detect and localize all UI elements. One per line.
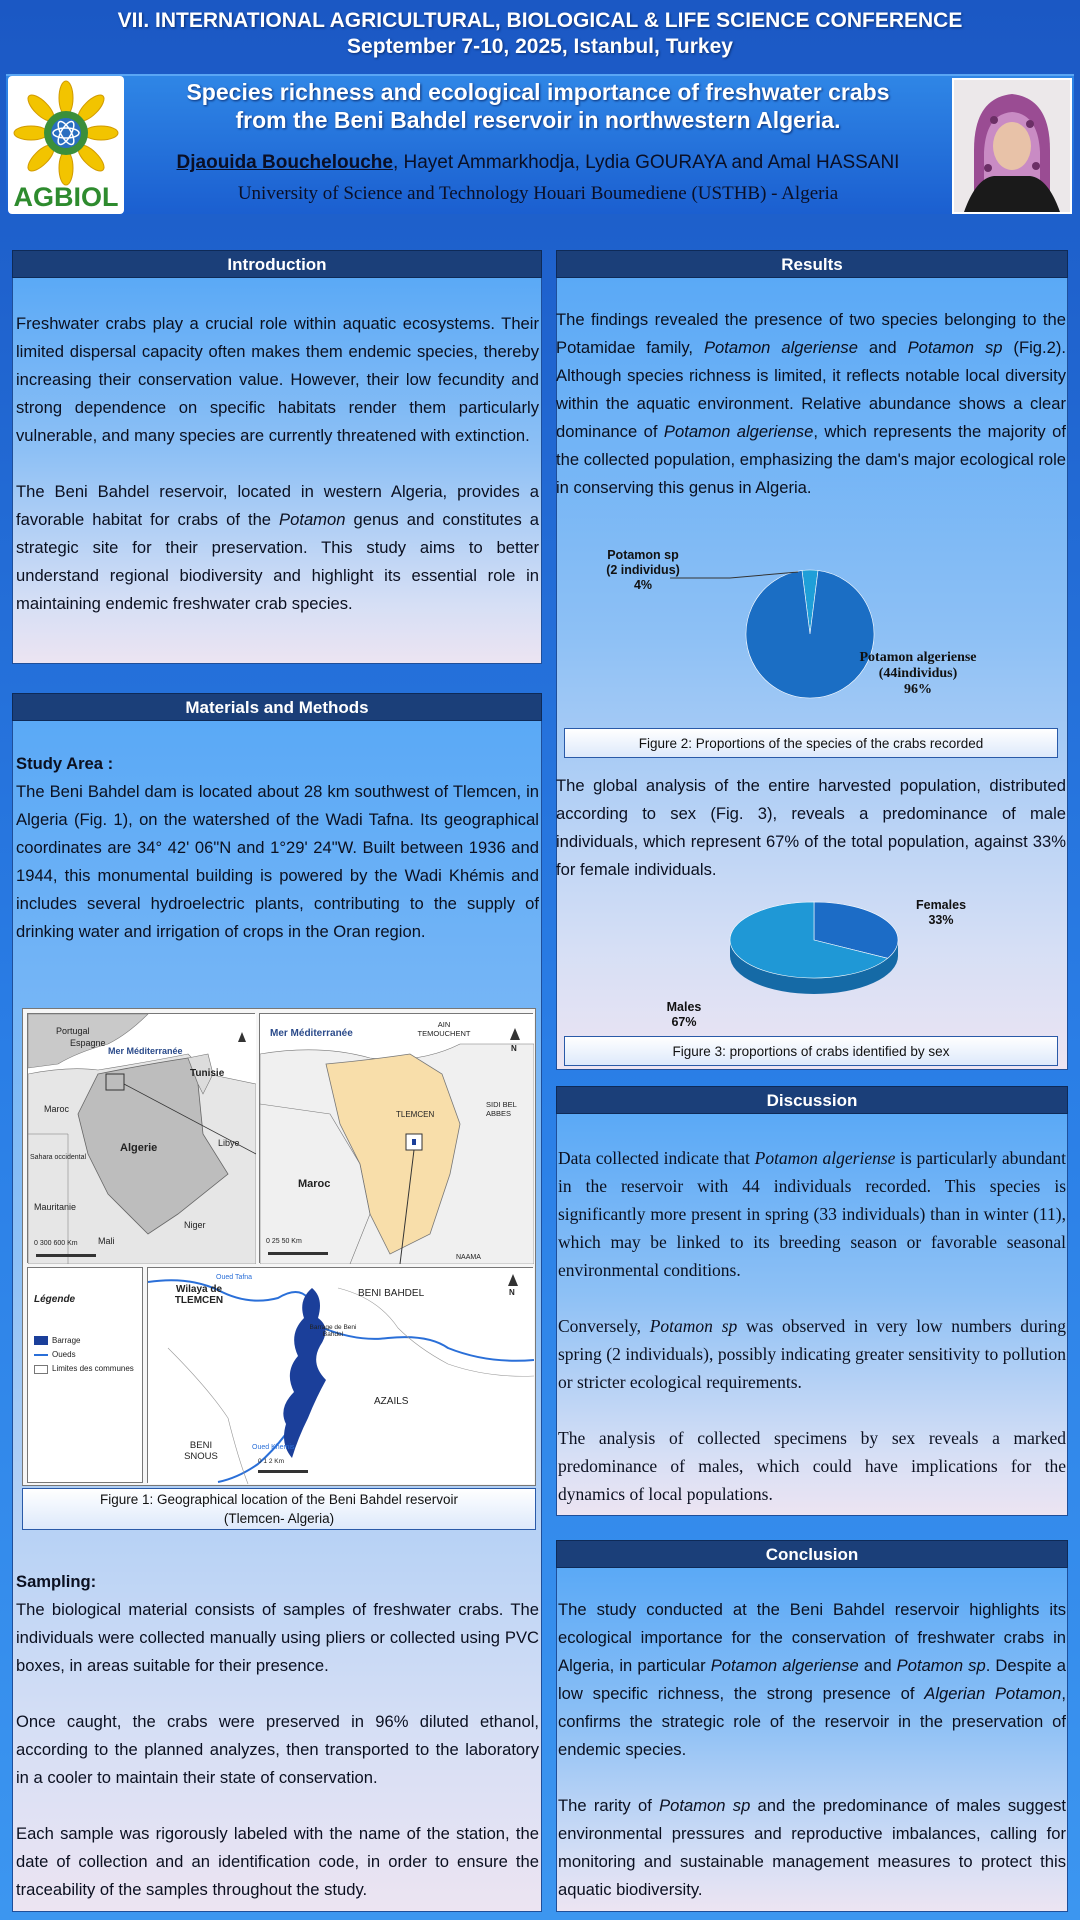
author-photo — [952, 78, 1072, 214]
results-species-1: Potamon algeriense — [703, 338, 858, 357]
conclusion-paragraph-2 — [558, 1792, 1066, 1904]
pie1-category-1: Potamon sp — [607, 548, 679, 562]
study-area-paragraph: The Beni Bahdel dam is located about 28 km southwest of Tlemcen, in Algeria (Fig. 1), on the watershed of the Wadi Tafna. Its geographical coordinates are 34° 42' 06"N and 1°29' 24"W. Built between 1936 and 1944, this monumental building is powered by the Wadi Khémis and includes several hydroelectric plants, contributing to the supply of drinking water and irrigation of crops in the Oran region. — [16, 782, 539, 941]
concl-species-2: Potamon sp — [896, 1656, 986, 1675]
map-legend-oueds: Oueds — [52, 1350, 76, 1359]
map-legend-title: Légende — [34, 1294, 76, 1305]
introduction-paragraph-2 — [16, 478, 539, 618]
sampling-label: Sampling: — [16, 1572, 97, 1591]
discussion-heading: Discussion — [556, 1086, 1068, 1114]
pie1-count-2: (44individus) — [878, 666, 958, 681]
figure-1-caption — [22, 1488, 536, 1530]
north-africa-map — [27, 1013, 255, 1263]
sampling-paragraph-1: The biological material consists of samples of freshwater crabs. The individuals were collected manually using pliers or collected using PVC boxes, in areas suitable for their presence. — [16, 1600, 539, 1675]
map-label-ain-temouchent: AIN TEMOUCHENT — [417, 1020, 471, 1038]
map-scale-3: 0 1 2 Km — [258, 1458, 285, 1465]
map-scale-2: 0 25 50 Km — [266, 1238, 302, 1245]
results-p1-and: and — [857, 338, 908, 357]
poster-title-line1: Species richness and ecological importance of freshwater crabs — [186, 79, 890, 105]
results-paragraph-2: The global analysis of the entire harvested population, distributed according to sex (Fig. 3), reveals a predominance of male individuals, which represent 67% of the total population, against 33% for female individuals. — [556, 776, 1066, 879]
conclusion-paragraph-1 — [558, 1596, 1066, 1764]
map-label-maroc1: Maroc — [44, 1104, 70, 1114]
figure-3-pie-chart — [724, 900, 904, 1010]
affiliation: University of Science and Technology Houari Boumediene (USTHB) - Algeria — [237, 183, 839, 204]
figure-3-caption: Figure 3: proportions of crabs identified by sex — [564, 1036, 1058, 1066]
results-species-3: Potamon algeriense — [663, 422, 814, 441]
logo-text: AGBIOL — [13, 182, 119, 212]
conference-name: VII. INTERNATIONAL AGRICULTURAL, BIOLOGICAL & LIFE SCIENCE CONFERENCE — [117, 9, 963, 32]
figure-1-map — [22, 1008, 536, 1486]
map-label-niger: Niger — [184, 1220, 206, 1230]
results-p1-text-b: (Fig.2). Although species richness is limited, it reflects notable local diversity within the aquatic environment. Relative abundance shows a clear dominance of — [556, 338, 1066, 441]
lead-author: Djaouida Bouchelouche — [176, 152, 393, 173]
discussion-paragraph-1 — [558, 1144, 1066, 1284]
pie1-value-2: 96% — [904, 682, 932, 697]
map-label-algerie: Algerie — [120, 1142, 158, 1154]
map-legend — [27, 1267, 143, 1483]
map-label-mauritanie: Mauritanie — [34, 1202, 77, 1212]
map-legend-communes: Limites des communes — [52, 1364, 134, 1373]
conference-date: September 7-10, 2025, Istanbul, Turkey — [347, 35, 733, 58]
concl-species-1: Potamon algeriense — [710, 1656, 859, 1675]
results-p1-text-c: , which represents the majority of the collected population, emphasizing the dam's major ecological role in conserving this genus in Algeria. — [556, 422, 1066, 497]
concl-p1-text-a: The study conducted at the Beni Bahdel reservoir highlights its ecological importance for the conservation of freshwater crabs in Algeria, in particular — [558, 1600, 1066, 1675]
discussion-text — [558, 1144, 1066, 1508]
disc-p1-text-a: Data collected indicate that — [558, 1148, 755, 1168]
sampling-text — [16, 1568, 539, 1904]
methods-heading: Materials and Methods — [12, 693, 542, 721]
discussion-paragraph-3: The analysis of collected specimens by sex reveals a marked predominance of males, which could have implications for the dynamics of local populations. — [558, 1428, 1066, 1504]
conclusion-text — [558, 1596, 1066, 1904]
poster-title-line2: from the Beni Bahdel reservoir in northwestern Algeria. — [235, 107, 841, 133]
map-label-mer2: Mer Méditerranée — [270, 1028, 353, 1039]
pie2-category-2: Males — [666, 1000, 702, 1014]
pie1-label-potamon-algeriense — [858, 650, 978, 698]
map-label-mer1: Mer Méditerranée — [108, 1046, 183, 1056]
map-label-barrage: Barrage de Beni Bahdel — [309, 1324, 357, 1338]
map-label-tunisie: Tunisie — [190, 1068, 225, 1079]
author-list — [130, 152, 946, 174]
legend-communes-swatch — [34, 1365, 48, 1374]
introduction-text — [16, 310, 539, 618]
coauthors: , Hayet Ammarkhodja, Lydia GOURAYA and Amal HASSANI — [392, 152, 900, 173]
poster-title — [130, 78, 946, 134]
results-paragraph-1 — [556, 306, 1066, 502]
map-label-beni-bahdel: BENI BAHDEL — [358, 1288, 425, 1299]
pie2-value-1: 33% — [928, 913, 954, 927]
pie2-label-females — [906, 898, 976, 928]
tlemcen-region-map — [259, 1013, 533, 1263]
pie1-category-2: Potamon algeriense — [859, 650, 977, 665]
intro-p2-text-b: genus and constitutes a strategic site for their preservation. This study aims to better understand regional biodiversity and highlight its essential role in maintaining endemic freshwater crab species. — [16, 510, 539, 613]
map-label-portugal: Portugal — [56, 1026, 90, 1036]
map-label-wilaya: Wilaya de TLEMCEN — [174, 1284, 224, 1306]
introduction-paragraph-1: Freshwater crabs play a crucial role within aquatic ecosystems. Their limited dispersal capacity often makes them endemic species, thereby increasing their conservation value. However, their low fecundity and strong dependence on specific habitats render them particularly vulnerable, and many species are currently threatened with extinction. — [16, 314, 539, 445]
pie2-value-2: 67% — [671, 1015, 697, 1029]
pie1-count-1: (2 individus) — [606, 563, 680, 577]
map-label-oued-khemis: Oued Khemis — [252, 1444, 295, 1451]
pie2-label-males — [654, 1000, 714, 1030]
pie1-value-1: 4% — [633, 578, 653, 592]
map-label-espagne: Espagne — [70, 1038, 106, 1048]
legend-oueds-line — [34, 1354, 48, 1356]
map-north-arrow-2: N — [511, 1044, 517, 1053]
disc-species-2: Potamon sp — [649, 1316, 738, 1336]
map-label-sahara: Sahara occidental — [30, 1154, 87, 1161]
conference-title — [0, 8, 1080, 60]
map-scale-1: 0 300 600 Km — [34, 1240, 78, 1247]
concl-species-4: Potamon sp — [659, 1796, 751, 1815]
disc-p2-text-a: Conversely, — [558, 1316, 650, 1336]
map-label-mali: Mali — [98, 1236, 115, 1246]
map-label-tlemcen: TLEMCEN — [396, 1110, 435, 1119]
map-label-naama: NAAMA — [456, 1254, 481, 1261]
disc-p1-text-b: is particularly abundant in the reservoir with 44 individuals recorded. This species is significantly more present in spring (33 individuals) than in winter (11), which may be linked to its breeding season or favorable seasonal environmental conditions. — [558, 1148, 1066, 1280]
map-label-oued-tafna: Oued Tafna — [216, 1274, 253, 1281]
disc-p2-text-b: was observed in very low numbers during spring (2 individuals), possibly indicating greater sensitivity to pollution or stricter ecological requirements. — [558, 1316, 1067, 1392]
concl-p1-text-b: . Despite a low specific richness, the strong presence of — [558, 1656, 1066, 1703]
map-label-libye: Libye — [218, 1138, 240, 1148]
map-label-azails: AZAILS — [374, 1396, 409, 1407]
introduction-heading: Introduction — [12, 250, 542, 278]
map-north-arrow-3: N — [509, 1288, 515, 1297]
concl-p1-and: and — [858, 1656, 897, 1675]
results-p1-text-a: The findings revealed the presence of two species belonging to the Potamidae family, — [556, 310, 1066, 357]
figure-1-caption-line2: (Tlemcen- Algeria) — [223, 1511, 335, 1526]
study-area-text — [16, 750, 539, 946]
study-area-label: Study Area : — [16, 754, 114, 773]
sampling-paragraph-3: Each sample was rigorously labeled with the name of the station, the date of collection and an identification code, in order to ensure the traceability of the samples throughout the study. — [16, 1824, 539, 1899]
sampling-paragraph-2: Once caught, the crabs were preserved in 96% diluted ethanol, according to the planned analyzes, then transported to the laboratory in a cooler to maintain their state of conservation. — [16, 1712, 539, 1787]
conclusion-heading: Conclusion — [556, 1540, 1068, 1568]
pie2-category-1: Females — [915, 898, 967, 912]
map-label-maroc2: Maroc — [298, 1178, 331, 1190]
reservoir-detail-map — [147, 1267, 533, 1483]
legend-barrage-swatch — [34, 1336, 48, 1345]
concl-species-3: Algerian Potamon — [924, 1684, 1062, 1703]
agbiol-logo — [8, 76, 124, 214]
concl-p2-text-b: and the predominance of males suggest environmental pressures and reproductive imbalances, calling for monitoring and sustainable management measures to protect this aquatic biodiversity. — [558, 1796, 1066, 1899]
results-species-2: Potamon sp — [907, 338, 1003, 357]
disc-species-1: Potamon algeriense — [754, 1148, 896, 1168]
concl-p1-text-c: , confirms the strategic role of the reservoir in the preservation of endemic species. — [558, 1684, 1066, 1759]
figure-2-caption: Figure 2: Proportions of the species of the crabs recorded — [564, 728, 1058, 758]
concl-p2-text-a: The rarity of — [558, 1796, 660, 1815]
map-legend-barrage: Barrage — [52, 1336, 81, 1345]
discussion-paragraph-2 — [558, 1312, 1066, 1396]
figure-1-caption-line1: Figure 1: Geographical location of the Beni Bahdel reservoir — [100, 1492, 458, 1507]
map-label-sidi-bel-abbes: SIDI BEL ABBES — [486, 1100, 517, 1118]
sunflower-icon — [14, 81, 118, 185]
map-label-beni-snous: BENI SNOUS — [184, 1440, 218, 1462]
intro-genus: Potamon — [279, 510, 346, 529]
results-heading: Results — [556, 250, 1068, 278]
intro-p2-text-a: The Beni Bahdel reservoir, located in western Algeria, provides a favorable habitat for crabs of the — [16, 482, 539, 529]
pie1-leader-line — [670, 570, 810, 590]
